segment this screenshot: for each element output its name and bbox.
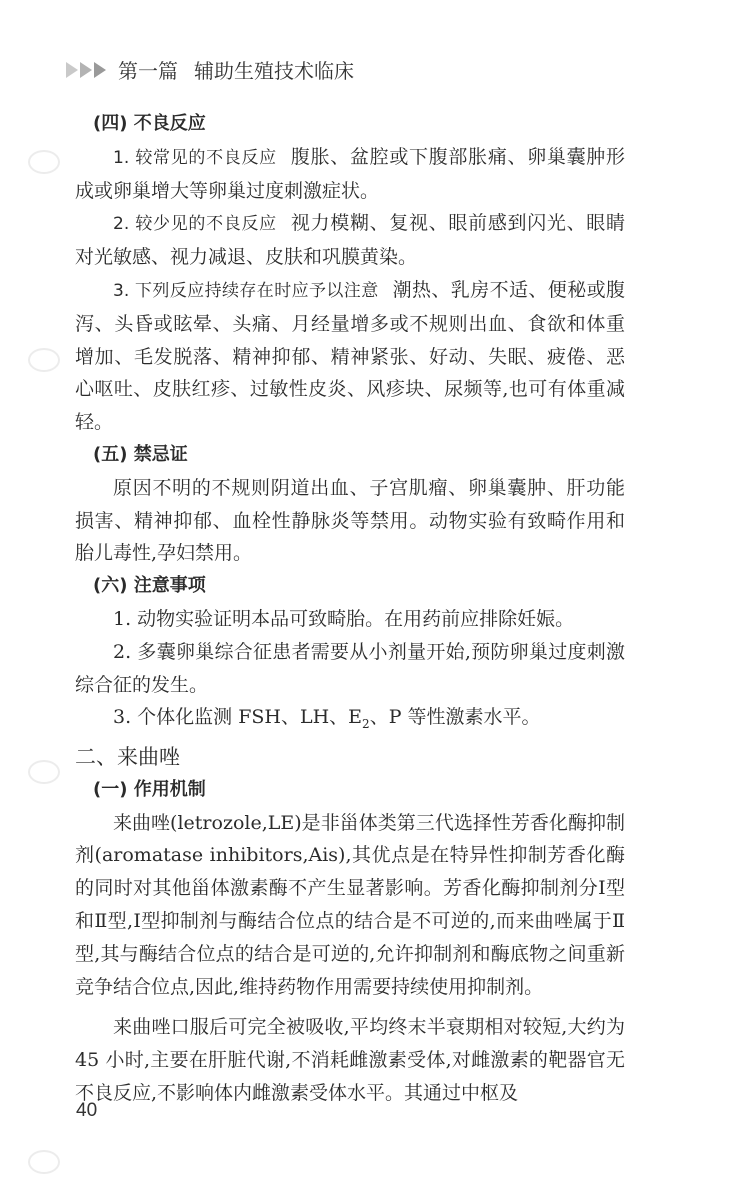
precaution-item-3-text: 3. 个体化监测 FSH、LH、E xyxy=(113,706,363,729)
contraindications-text: 原因不明的不规则阴道出血、子宫肌瘤、卵巢囊肿、肝功能损害、精神抑郁、血栓性静脉炎等禁用。动物实验有致畸作用和胎儿毒性,孕妇禁用。 xyxy=(75,476,625,565)
precaution-item-1: 1. 动物实验证明本品可致畸胎。在用药前应排除妊娠。 xyxy=(113,607,575,630)
adverse-item-lead: 3. 下列反应持续存在时应予以注意 xyxy=(113,280,379,301)
precaution-item-3-tail: 、P 等性激素水平。 xyxy=(369,706,541,729)
page-number: 40 xyxy=(76,1100,98,1121)
adverse-item-lead: 2. 较少见的不良反应 xyxy=(113,214,277,235)
adverse-item-2 xyxy=(75,207,625,274)
watermark-seal-icon xyxy=(28,1150,60,1174)
mechanism-paragraph-2: 来曲唑口服后可完全被吸收,平均终末半衰期相对较短,大约为 45 小时,主要在肝脏代谢,不消耗雌激素受体,对雌激素的靶器官无不良反应,不影响体内雌激素受体水平。其通过中枢及 xyxy=(75,1016,625,1104)
watermark-seal-icon xyxy=(28,348,60,372)
precaution-item-2: 2. 多囊卵巢综合征患者需要从小剂量开始,预防卵巢过度刺激综合征的发生。 xyxy=(75,640,625,696)
section-heading-adverse: (四) 不良反应 xyxy=(93,113,206,134)
adverse-item-text: 潮热、乳房不适、便秘或腹泻、头昏或眩晕、头痛、月经量增多或不规则出血、食欲和体重增加、毛发脱落、精神抑郁、精神紧张、好动、失眠、疲倦、恶心呕吐、皮肤红疹、过敏性皮炎、风疹块、尿频等,也可有体重减轻。 xyxy=(75,278,625,434)
watermark-seal-icon xyxy=(28,150,60,174)
subsection-heading-mechanism: (一) 作用机制 xyxy=(93,778,206,800)
mechanism-paragraph-1: 来曲唑(letrozole,LE)是非甾体类第三代选择性芳香化酶抑制剂(aromatase inhibitors,Ais),其优点是在特异性抑制芳香化酶的同时对其他甾体激素酶不产生显著影响。芳香化酶抑制剂分Ⅰ型和Ⅱ型,Ⅰ型抑制剂与酶结合位点的结合是不可逆的,而来曲唑属于Ⅱ型,其与酶结合位点的结合是可逆的,允许抑制剂和酶底物之间重新竞争结合位点,因此,维持药物作用需要持续使用抑制剂。 xyxy=(75,811,625,998)
section-heading-contraindications: (五) 禁忌证 xyxy=(93,443,188,465)
header-part-label: 第一篇 xyxy=(118,59,178,83)
running-header xyxy=(66,55,354,84)
watermark-seal-icon xyxy=(28,760,60,784)
adverse-item-text: 视力模糊、复视、眼前感到闪光、眼睛对光敏感、视力减退、皮肤和巩膜黄染。 xyxy=(75,212,625,269)
section-heading-precautions: (六) 注意事项 xyxy=(93,575,206,597)
adverse-item-3 xyxy=(75,274,625,439)
subscript: 2 xyxy=(362,717,370,732)
header-arrow-icon xyxy=(66,62,108,78)
section-heading-letrozole: 二、来曲唑 xyxy=(75,744,180,769)
adverse-item-1 xyxy=(75,141,625,208)
page-body xyxy=(75,108,625,1110)
adverse-item-text: 腹胀、盆腔或下腹部胀痛、卵巢囊肿形成或卵巢增大等卵巢过度刺激症状。 xyxy=(75,145,625,202)
precaution-item-3 xyxy=(75,701,625,741)
header-chapter-title: 辅助生殖技术临床 xyxy=(194,59,354,83)
adverse-item-lead: 1. 较常见的不良反应 xyxy=(113,147,277,168)
